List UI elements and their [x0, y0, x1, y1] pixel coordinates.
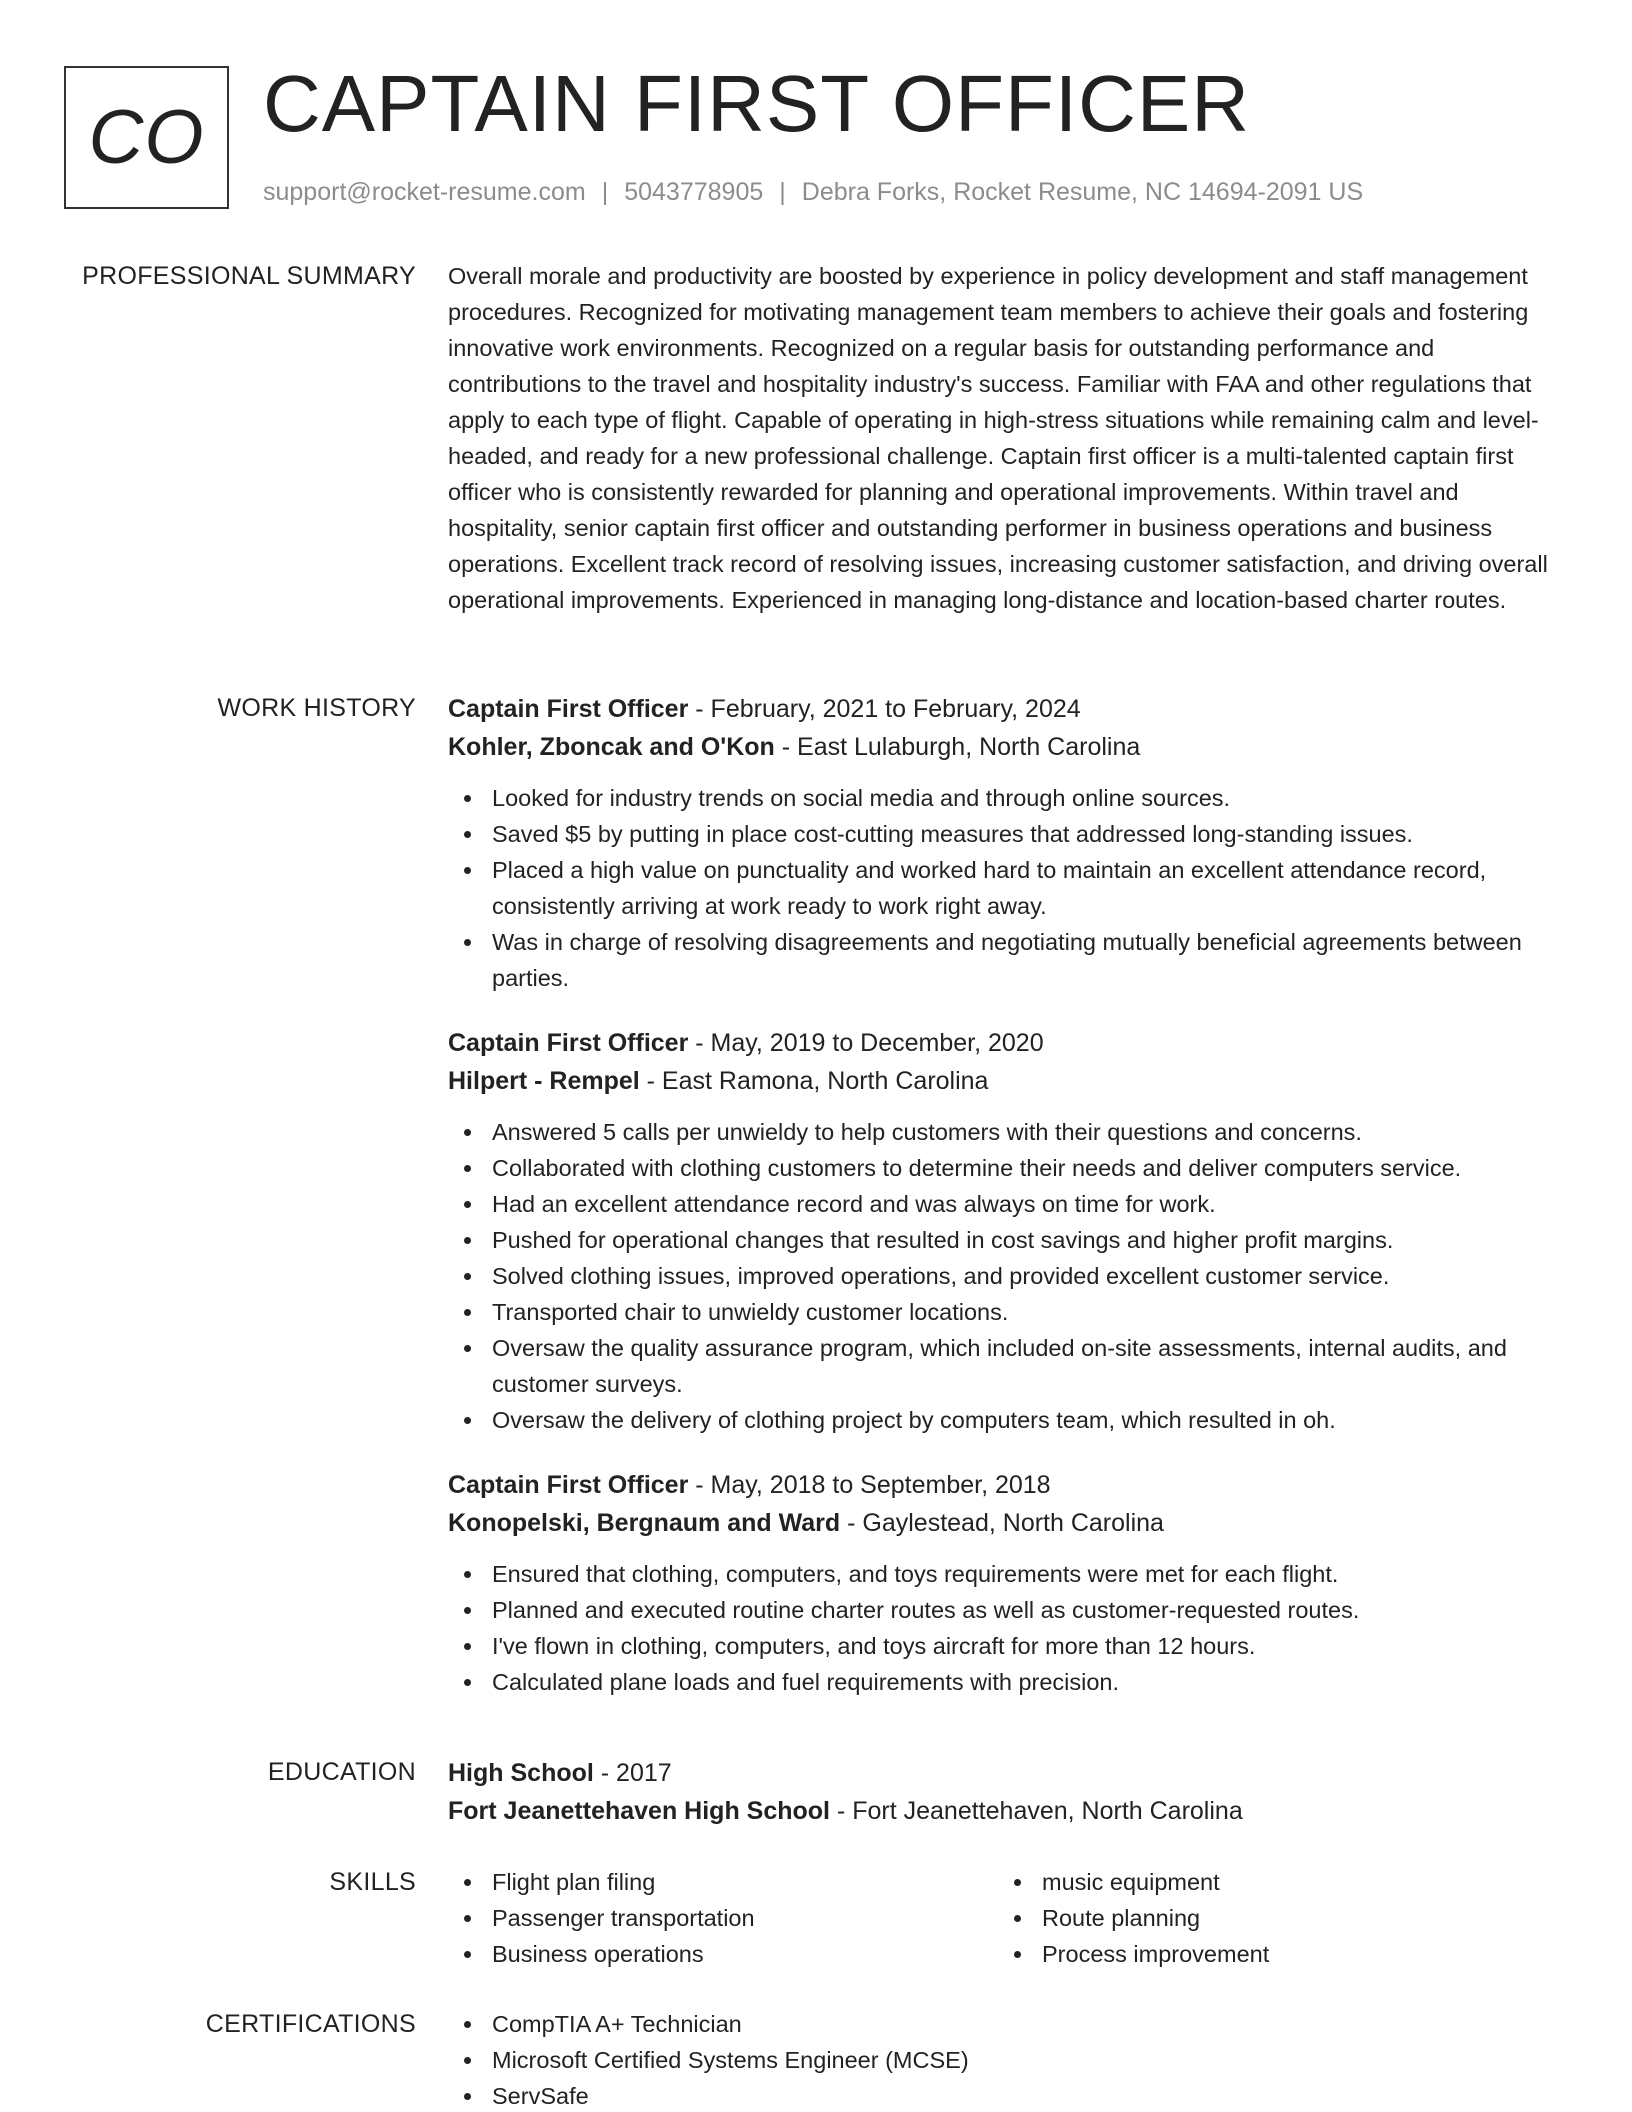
work-history-body	[448, 690, 1566, 1728]
skills-column-right	[998, 1864, 1548, 1972]
skills-list-left	[448, 1864, 998, 1972]
job-bullet: Saved $5 by putting in place cost-cutting measures that addressed long-standing issues.	[448, 816, 1566, 852]
job-title-line	[448, 690, 1566, 728]
job-bullet: Was in charge of resolving disagreements and negotiating mutually beneficial agreements between parties.	[448, 924, 1566, 996]
skill-item: music equipment	[998, 1864, 1548, 1900]
job-bullet: Oversaw the quality assurance program, which included on-site assessments, internal audits, and customer surveys.	[448, 1330, 1566, 1402]
skill-item: Flight plan filing	[448, 1864, 998, 1900]
job-company: Konopelski, Bergnaum and Ward	[448, 1509, 841, 1537]
skill-item: Route planning	[998, 1900, 1548, 1936]
skills-list-right	[998, 1864, 1548, 1972]
job-company-line	[448, 1062, 1566, 1100]
job-bullets	[448, 1114, 1566, 1438]
job-company-line	[448, 728, 1566, 766]
skill-item: Process improvement	[998, 1936, 1548, 1972]
education-degree-line	[448, 1754, 1566, 1792]
monogram-box	[64, 66, 229, 209]
education-year: - 2017	[593, 1759, 672, 1787]
job-location: - East Ramona, North Carolina	[639, 1067, 989, 1095]
job-role: Captain First Officer	[448, 695, 689, 723]
job-dates: - February, 2021 to February, 2024	[688, 695, 1081, 723]
job-bullet: Answered 5 calls per unwieldy to help customers with their questions and concerns.	[448, 1114, 1566, 1150]
job-dates: - May, 2018 to September, 2018	[688, 1471, 1051, 1499]
section-title-education: EDUCATION	[267, 1758, 416, 1786]
contact-separator: |	[779, 178, 786, 206]
job-title-line	[448, 1466, 1566, 1504]
section-title-work-history: WORK HISTORY	[217, 694, 416, 722]
certifications-body	[448, 2006, 1566, 2112]
job-bullet: Oversaw the delivery of clothing project by computers team, which resulted in oh.	[448, 1402, 1566, 1438]
job-entry	[448, 1466, 1566, 1700]
job-company: Kohler, Zboncak and O'Kon	[448, 733, 775, 761]
certification-item: Microsoft Certified Systems Engineer (MCSE)	[448, 2042, 1566, 2078]
summary-body	[448, 258, 1566, 618]
certification-item: ServSafe	[448, 2078, 1566, 2112]
skill-item: Passenger transportation	[448, 1900, 998, 1936]
skills-body	[448, 1864, 1566, 1972]
job-bullet: Calculated plane loads and fuel requirements with precision.	[448, 1664, 1566, 1700]
section-title-summary: PROFESSIONAL SUMMARY	[82, 262, 416, 290]
job-bullets	[448, 780, 1566, 996]
job-bullet: Planned and executed routine charter routes as well as customer-requested routes.	[448, 1592, 1566, 1628]
contact-phone[interactable]: 5043778905	[624, 178, 764, 206]
job-bullet: Placed a high value on punctuality and worked hard to maintain an excellent attendance record, consistently arriving at work ready to work right away.	[448, 852, 1566, 924]
education-body	[448, 1754, 1566, 1830]
job-company-line	[448, 1504, 1566, 1542]
job-location: - Gaylestead, North Carolina	[840, 1509, 1164, 1537]
job-bullet: Looked for industry trends on social media and through online sources.	[448, 780, 1566, 816]
job-entry	[448, 690, 1566, 996]
job-entry	[448, 1024, 1566, 1438]
job-bullets	[448, 1556, 1566, 1700]
monogram-initials: CO	[88, 95, 205, 180]
job-title-line	[448, 1024, 1566, 1062]
certifications-list	[448, 2006, 1566, 2112]
job-bullet: Transported chair to unwieldy customer locations.	[448, 1294, 1566, 1330]
skills-column-left	[448, 1864, 998, 1972]
skill-item: Business operations	[448, 1936, 998, 1972]
job-bullet: Pushed for operational changes that resulted in cost savings and higher profit margins.	[448, 1222, 1566, 1258]
contact-email[interactable]: support@rocket-resume.com	[263, 178, 586, 206]
job-bullet: Solved clothing issues, improved operations, and provided excellent customer service.	[448, 1258, 1566, 1294]
job-bullet: Collaborated with clothing customers to determine their needs and deliver computers service.	[448, 1150, 1566, 1186]
job-location: - East Lulaburgh, North Carolina	[774, 733, 1141, 761]
section-title-skills: SKILLS	[329, 1868, 416, 1896]
job-bullet: Ensured that clothing, computers, and toys requirements were met for each flight.	[448, 1556, 1566, 1592]
job-bullet: I've flown in clothing, computers, and toys aircraft for more than 12 hours.	[448, 1628, 1566, 1664]
education-location: - Fort Jeanettehaven, North Carolina	[830, 1797, 1243, 1825]
summary-text: Overall morale and productivity are boosted by experience in policy development and staff management procedures. Recognized for motivating management team members to achieve their goals and fostering innovative work environments. Recognized on a regular basis for outstanding performance and contributions to the travel and hospitality industry's success. Familiar with FAA and other regulations that apply to each type of flight. Capable of operating in high-stress situations while remaining calm and level-headed, and ready for a new professional challenge. Captain first officer is a multi-talented captain first officer who is consistently rewarded for planning and operational improvements. Within travel and hospitality, senior captain first officer and outstanding performer in business operations and business operations. Excellent track record of resolving issues, increasing customer satisfaction, and driving overall operational improvements. Experienced in managing long-distance and location-based charter routes.	[448, 263, 1548, 613]
contact-line	[263, 174, 1363, 210]
education-degree: High School	[448, 1759, 594, 1787]
job-role: Captain First Officer	[448, 1029, 689, 1057]
section-title-certifications: CERTIFICATIONS	[205, 2010, 416, 2038]
certification-item: CompTIA A+ Technician	[448, 2006, 1566, 2042]
candidate-name: CAPTAIN FIRST OFFICER	[263, 59, 1250, 148]
contact-separator: |	[601, 178, 609, 206]
education-school-line	[448, 1792, 1566, 1830]
job-company: Hilpert - Rempel	[448, 1067, 640, 1095]
job-dates: - May, 2019 to December, 2020	[688, 1029, 1044, 1057]
contact-address: Debra Forks, Rocket Resume, NC 14694-2091 US	[801, 178, 1364, 206]
job-role: Captain First Officer	[448, 1471, 689, 1499]
education-school: Fort Jeanettehaven High School	[448, 1797, 831, 1825]
job-bullet: Had an excellent attendance record and was always on time for work.	[448, 1186, 1566, 1222]
